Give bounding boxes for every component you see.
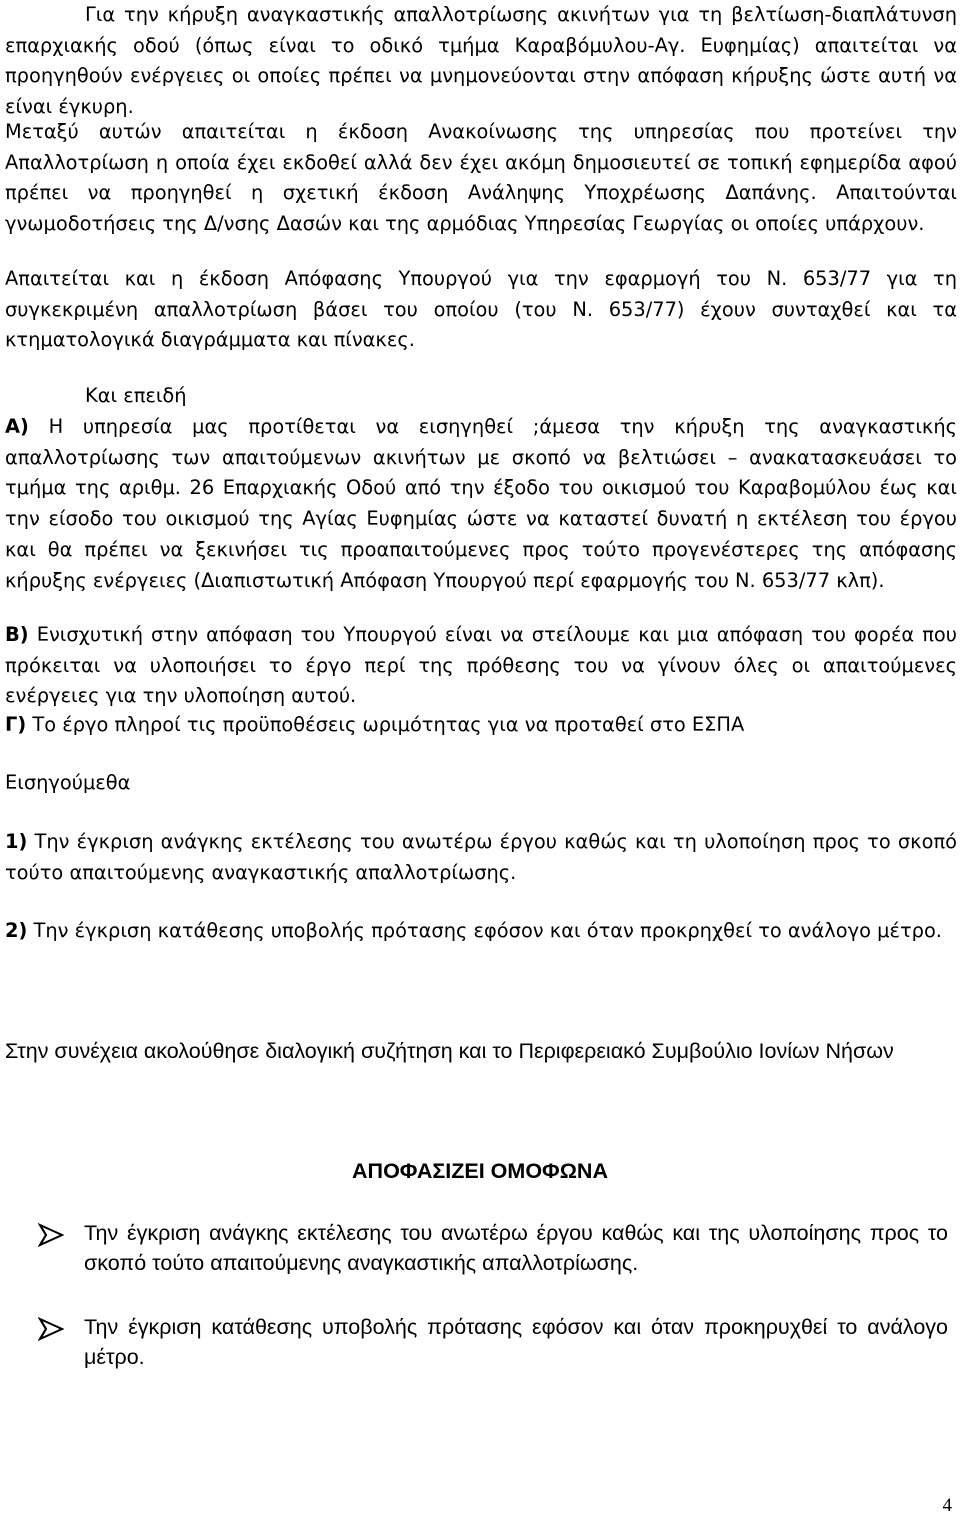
arrowhead-bullet-icon: [38, 1223, 64, 1247]
arrowhead-bullet-icon: [38, 1317, 64, 1341]
recommend-item-2: [5, 916, 957, 947]
point-c: [5, 710, 744, 741]
point-b: [5, 620, 957, 712]
decision-item-1-text: Την έγκριση ανάγκης εκτέλεσης του ανωτέρω έργου καθώς και της υλοποίησης προς το σκοπό τούτο απαιτούμενης αναγκαστικής απαλλοτρίωσης.: [84, 1221, 948, 1275]
paragraph-requirements: Μεταξύ αυτών απαιτείται η έκδοση Ανακοίνωσης της υπηρεσίας που προτείνει την Απαλλοτρίωση η οποία έχει εκδοθεί αλλά δεν έχει ακόμη δημοσιευτεί σε τοπική εφημερίδα αφού πρέπει να προηγηθεί η σχετική έκδοση Ανάληψης Υποχρέωσης Δαπάνης. Απαιτούνται γνωμοδοτήσεις της Δ/νσης Δασών και της αρμόδιας Υπηρεσίας Γεωργίας οι οποίες υπάρχουν.: [5, 120, 957, 236]
decision-item-2-text: Την έγκριση κατάθεσης υποβολής πρότασης εφόσον και όταν προκηρυχθεί το ανάλογο μέτρο.: [84, 1315, 948, 1369]
point-a: [5, 412, 957, 596]
paragraph-expropriation-intro: Για την κήρυξη αναγκαστικής απαλλοτρίωσης ακινήτων για τη βελτίωση-διαπλάτυνση επαρχιακής οδού (όπως είναι το οδικό τμήμα Καραβόμυλου-Αγ. Ευφημίας) απαιτείται να προηγηθούν ενέργειες οι οποίες πρέπει να μνημονεύονται στην απόφαση κήρυξης ώστε αυτή να είναι έγκυρη.: [5, 3, 957, 119]
recommend-item-1-text: Την έγκριση ανάγκης εκτέλεσης του ανωτέρω έργου καθώς και τη υλοποίηση προς το σκοπό τούτο απαιτούμενης αναγκαστικής απαλλοτρίωσης.: [5, 830, 957, 884]
point-b-label: Β): [5, 623, 29, 646]
decision-heading: ΑΠΟΦΑΣΙΖΕΙ ΟΜΟΦΩΝΑ: [352, 1159, 608, 1183]
recommend-item-1: [5, 827, 957, 888]
recommend-heading: Εισηγούμεθα: [5, 771, 131, 794]
recommend-item-1-label: 1): [5, 830, 28, 853]
point-c-text: Το έργο πληροί τις προϋποθέσεις ωριμότητας για να προταθεί στο ΕΣΠΑ: [32, 713, 745, 736]
point-c-label: Γ): [5, 713, 27, 736]
discussion-paragraph: Στην συνέχεια ακολούθησε διαλογική συζήτηση και το Περιφερειακό Συμβούλιο Ιονίων Νήσων: [5, 1039, 894, 1063]
recommend-item-2-text: Την έγκριση κατάθεσης υποβολής πρότασης εφόσον και όταν προκρηχθεί το ανάλογο μέτρο.: [33, 919, 942, 942]
recommend-item-2-label: 2): [5, 919, 28, 942]
point-b-text: Ενισχυτική στην απόφαση του Υπουργού είναι να στείλουμε και μια απόφαση του φορέα που πρόκειται να υλοποιήσει το έργο περί της πρόθεσης του να γίνουν όλες οι απαιτούμενες ενέργειες για την υλοποίηση αυτού.: [5, 623, 957, 708]
point-a-text: Η υπηρεσία μας προτίθεται να εισηγηθεί ;άμεσα την κήρυξη της αναγκαστικής απαλλοτρίωσης των απαιτούμενων ακινήτων με σκοπό να βελτιώσει – ανακατασκευάσει το τμήμα της αριθμ. 26 Επαρχιακής Οδού από την έξοδο του οικισμού του Καραβομύλου έως και την είσοδο του οικισμού της Αγίας Ευφημίας ώστε να καταστεί δυνατή η εκτέλεση του έργου και θα πρέπει να ξεκινήσει τις προαπαιτούμενες προς τούτο προγενέστερες της απόφασης κήρυξης ενέργειες (Διαπιστωτική Απόφαση Υπουργού περί εφαρμογής του Ν. 653/77 κλπ).: [5, 415, 957, 592]
page-number: 4: [942, 1495, 952, 1516]
point-a-label: Α): [5, 415, 29, 438]
since-heading: Και επειδή: [85, 384, 187, 407]
paragraph-minister-decision: Απαιτείται και η έκδοση Απόφασης Υπουργού για την εφαρμογή του Ν. 653/77 για τη συγκεκριμένη απαλλοτρίωση βάσει του οποίου (του Ν. 653/77) έχουν συνταχθεί και τα κτηματολογικά διαγράμματα και πίνακες.: [5, 267, 957, 352]
